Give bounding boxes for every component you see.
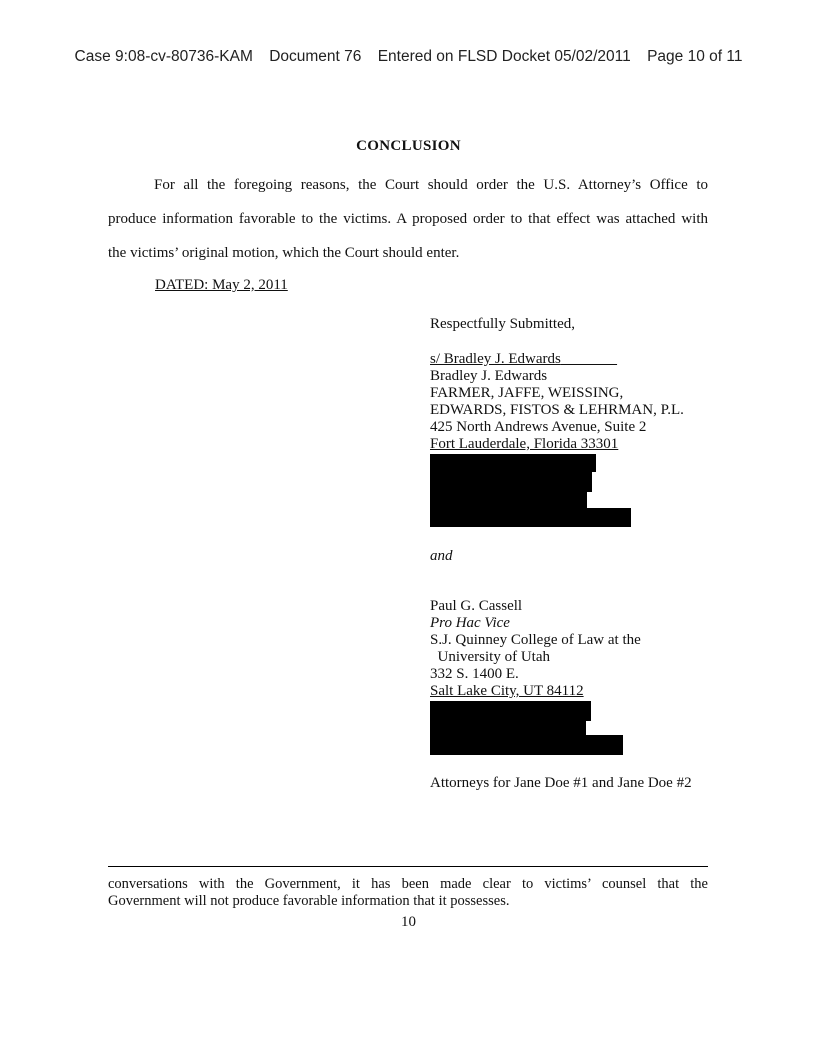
footnote-divider	[108, 866, 708, 867]
closing: Respectfully Submitted,	[430, 316, 575, 332]
page-number: 10	[401, 914, 416, 930]
paragraph-line: the victims’ original motion, which the Court should enter.	[108, 245, 460, 261]
pro-hac-vice: Pro Hac Vice	[430, 615, 510, 631]
redaction-block	[430, 701, 591, 721]
address-line: Bradley J. Edwards	[430, 368, 548, 384]
footnote-line: Government will not produce favorable information that it possesses.	[108, 893, 510, 909]
paragraph-line: produce information favorable to the victims. A proposed order to that effect was attached with	[108, 211, 708, 227]
address-line: 332 S. 1400 E.	[430, 666, 519, 682]
section-heading: CONCLUSION	[356, 138, 461, 154]
address-line: University of Utah	[430, 649, 550, 665]
footnote-text	[108, 876, 708, 910]
address-line: Fort Lauderdale, Florida 33301	[430, 436, 619, 452]
address-line: EDWARDS, FISTOS & LEHRMAN, P.L.	[430, 402, 684, 418]
attorneys-for: Attorneys for Jane Doe #1 and Jane Doe #2	[430, 775, 692, 791]
docket-header	[0, 48, 817, 66]
redaction-block	[430, 508, 631, 527]
footnote-line: conversations with the Government, it has been made clear to victims’ counsel that the	[108, 876, 708, 892]
signature-block-2	[430, 598, 641, 700]
date-line: DATED: May 2, 2011	[155, 277, 288, 293]
docket-entry: Entered on FLSD Docket 05/02/2011	[377, 48, 631, 65]
redaction-block	[430, 490, 587, 510]
page-of: Page 10 of 11	[647, 48, 743, 65]
signature-line: s/ Bradley J. Edwards	[430, 351, 561, 367]
address-line: FARMER, JAFFE, WEISSING,	[430, 385, 624, 401]
signature-block-1	[430, 351, 684, 453]
address-line: S.J. Quinney College of Law at the	[430, 632, 641, 648]
and-conjunction: and	[430, 548, 453, 564]
conclusion-paragraph	[108, 168, 708, 270]
address-line: 425 North Andrews Avenue, Suite 2	[430, 419, 647, 435]
case-number: Case 9:08-cv-80736-KAM	[74, 48, 253, 65]
redaction-block	[430, 470, 592, 492]
attorney-name: Paul G. Cassell	[430, 598, 523, 614]
address-line: Salt Lake City, UT 84112	[430, 683, 584, 699]
paragraph-line: For all the foregoing reasons, the Court should order the U.S. Attorney’s Office to	[154, 177, 708, 193]
document-number: Document 76	[269, 48, 362, 65]
redaction-block	[430, 735, 623, 755]
